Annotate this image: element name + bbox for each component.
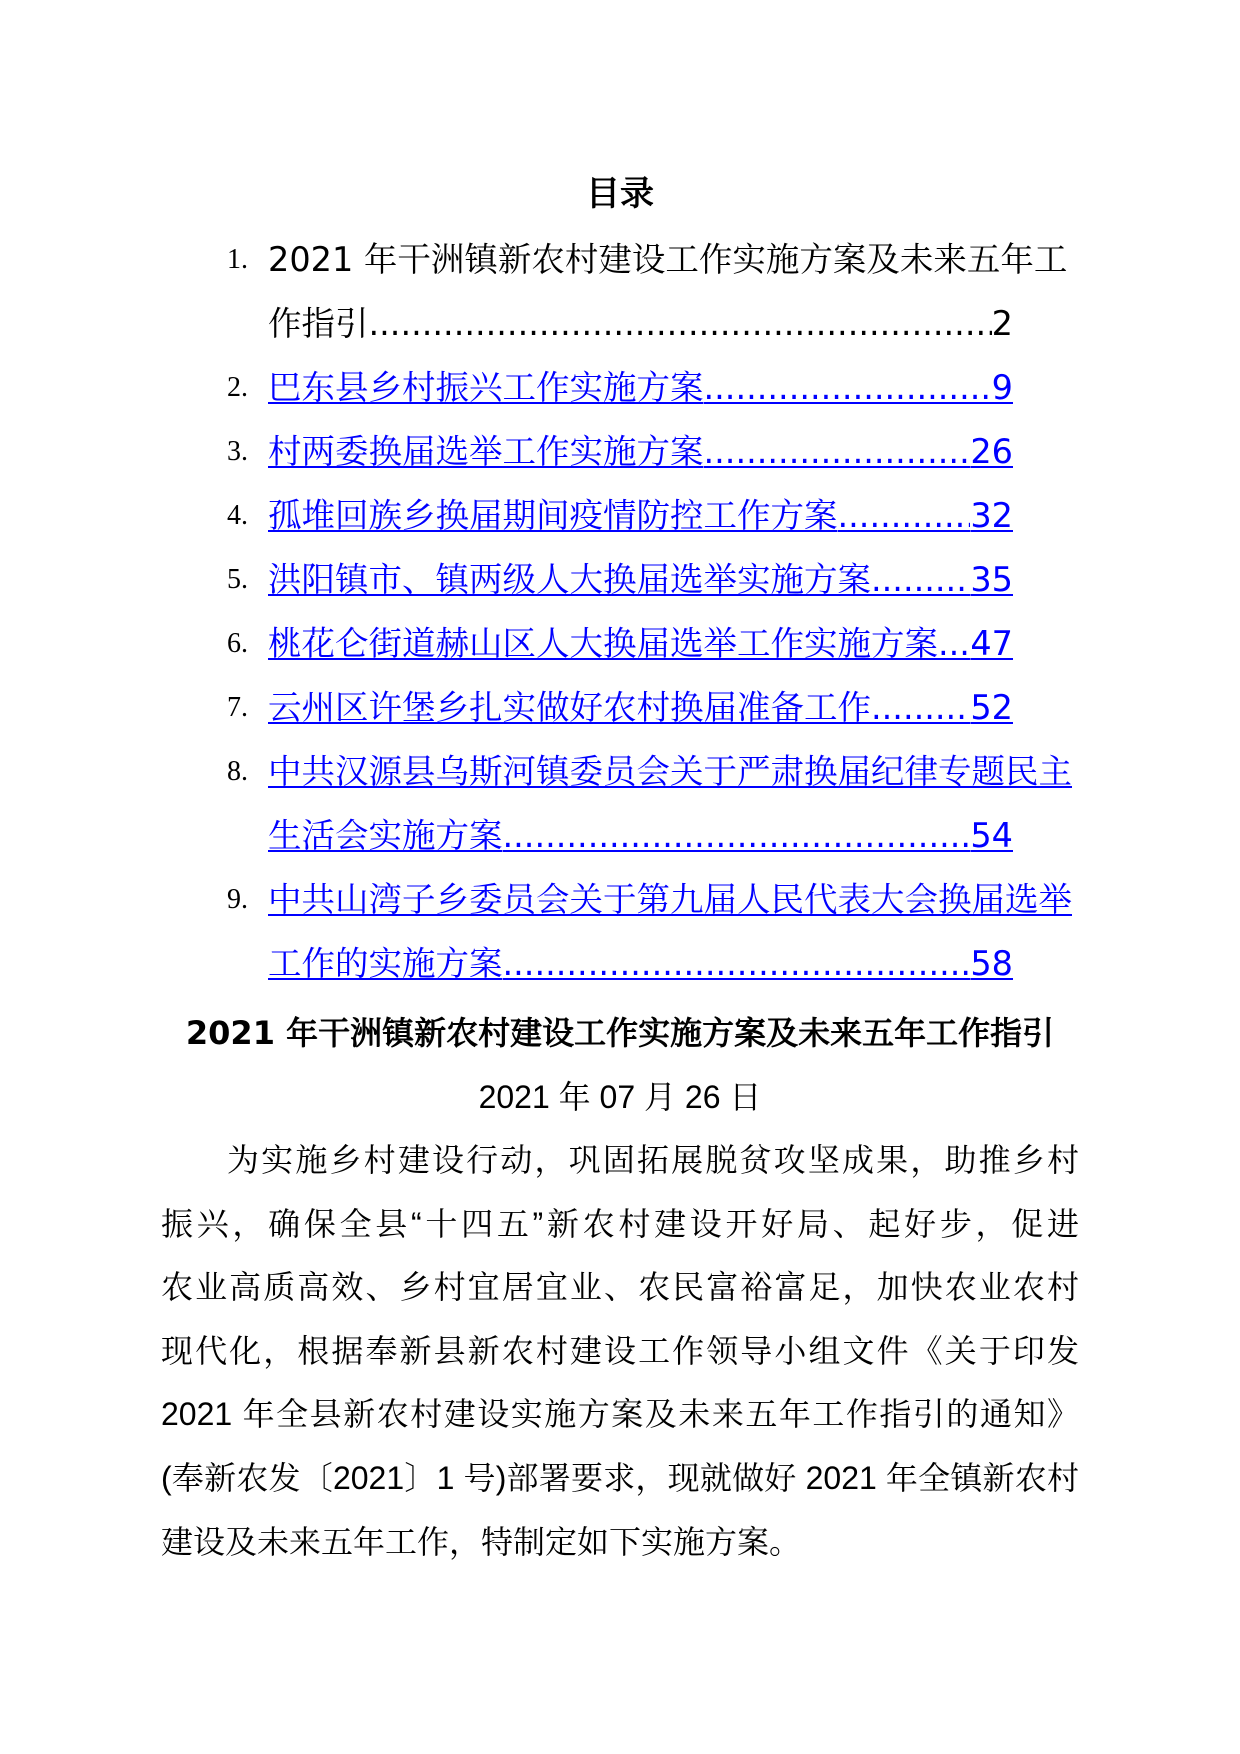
toc-line xyxy=(0,612,1240,676)
toc-entry-7 xyxy=(0,676,1240,740)
toc-entry-link[interactable] xyxy=(268,548,1013,612)
toc-entry-title[interactable]: 工作的实施方案 xyxy=(268,944,503,983)
toc-entry-link[interactable] xyxy=(268,356,1013,420)
toc-entry-5 xyxy=(0,548,1240,612)
toc-entry-title[interactable]: 云州区许堡乡扎实做好农村换届准备工作 xyxy=(268,688,871,727)
toc-entry-link[interactable] xyxy=(268,484,1013,548)
toc-line xyxy=(0,804,1240,868)
toc-entry-1 xyxy=(0,228,1240,356)
toc-page-number[interactable]: 52 xyxy=(970,688,1013,727)
article-title: 2021 年干洲镇新农村建设工作实施方案及未来五年工作指引 xyxy=(185,1014,1055,1052)
toc-entry-number: 7. xyxy=(227,692,248,723)
toc-line xyxy=(0,292,1240,356)
dot-leader[interactable] xyxy=(704,420,971,484)
toc-entry-4 xyxy=(0,484,1240,548)
toc-entry-title[interactable]: 巴东县乡村振兴工作实施方案 xyxy=(268,368,704,407)
toc-line xyxy=(0,676,1240,740)
toc-entry-number: 1. xyxy=(227,244,248,275)
dot-leader[interactable] xyxy=(503,804,971,868)
toc-line xyxy=(0,484,1240,548)
paragraph-line: 振兴，确保全县“十四五”新农村建设开好局、起好步，促进 xyxy=(161,1205,1079,1242)
toc-entry-number: 2. xyxy=(227,372,248,403)
toc-line xyxy=(0,740,1240,804)
body-paragraph xyxy=(161,1129,1079,1574)
toc-entry-link[interactable] xyxy=(268,676,1013,740)
toc-page-number: 2 xyxy=(991,304,1013,343)
toc-entry-title[interactable]: 洪阳镇市、镇两级人大换届选举实施方案 xyxy=(268,560,871,599)
paragraph-line: 建设及未来五年工作，特制定如下实施方案。 xyxy=(161,1523,802,1560)
toc-line xyxy=(0,420,1240,484)
paragraph-line: 农业高质高效、乡村宜居宜业、农民富裕富足，加快农业农村 xyxy=(161,1269,1079,1306)
toc-page-number[interactable]: 58 xyxy=(970,944,1013,983)
toc-entry-title[interactable]: 村两委换届选举工作实施方案 xyxy=(268,432,704,471)
paragraph-line: 2021 年全县新农村建设实施方案及未来五年工作指引的通知》 xyxy=(161,1396,1079,1433)
toc-page-number[interactable]: 35 xyxy=(970,560,1013,599)
toc-line xyxy=(0,932,1240,996)
toc-entry-number: 4. xyxy=(227,500,248,531)
toc-page-number[interactable]: 9 xyxy=(991,368,1013,407)
dot-leader[interactable] xyxy=(838,484,971,548)
toc-page-number[interactable]: 26 xyxy=(970,432,1013,471)
toc-line xyxy=(0,228,1240,292)
article-date: 2021 年 07 月 26 日 xyxy=(478,1079,762,1115)
toc-entry-title[interactable]: 生活会实施方案 xyxy=(268,816,503,855)
toc-entry-link[interactable] xyxy=(268,612,1013,676)
toc-entry-number: 9. xyxy=(227,884,248,915)
toc-line xyxy=(0,868,1240,932)
dot-leader[interactable] xyxy=(871,676,970,740)
toc-entry-9 xyxy=(0,868,1240,996)
toc-page-number[interactable]: 54 xyxy=(970,816,1013,855)
toc-entry-link[interactable] xyxy=(268,932,1013,996)
toc-entry-3 xyxy=(0,420,1240,484)
toc-entry-number: 8. xyxy=(227,756,248,787)
toc-page-number[interactable]: 47 xyxy=(970,624,1013,663)
toc-entry-title[interactable]: 桃花仑街道赫山区人大换届选举工作实施方案 xyxy=(268,624,938,663)
article xyxy=(0,1001,1240,1574)
toc-entry-8 xyxy=(0,740,1240,868)
toc-entry-title: 2021 年干洲镇新农村建设工作实施方案及未来五年工 xyxy=(268,240,1068,279)
dot-leader[interactable] xyxy=(704,356,992,420)
table-of-contents xyxy=(0,228,1240,996)
toc-entry-number: 5. xyxy=(227,564,248,595)
paragraph-line: 现代化，根据奉新县新农村建设工作领导小组文件《关于印发 xyxy=(161,1332,1079,1369)
toc-entry-link[interactable] xyxy=(268,420,1013,484)
toc-entry-link[interactable] xyxy=(268,804,1013,868)
dot-leader xyxy=(369,292,992,356)
dot-leader[interactable] xyxy=(503,932,971,996)
paragraph-line: 为实施乡村建设行动，巩固拓展脱贫攻坚成果，助推乡村 xyxy=(227,1142,1079,1178)
paragraph-line: (奉新农发〔2021〕1 号)部署要求，现就做好 2021 年全镇新农村 xyxy=(161,1459,1079,1496)
dot-leader[interactable] xyxy=(871,548,970,612)
toc-line xyxy=(0,548,1240,612)
toc-entry-title: 作指引 xyxy=(268,304,369,343)
toc-entry-2 xyxy=(0,356,1240,420)
toc-entry-6 xyxy=(0,612,1240,676)
toc-entry-number: 6. xyxy=(227,628,248,659)
toc-entry-number: 3. xyxy=(227,436,248,467)
dot-leader[interactable] xyxy=(938,612,970,676)
toc-line xyxy=(0,356,1240,420)
toc-entry-title[interactable]: 孤堆回族乡换届期间疫情防控工作方案 xyxy=(268,496,838,535)
toc-page-number[interactable]: 32 xyxy=(970,496,1013,535)
toc-entry-leader-row xyxy=(268,292,1013,356)
toc-entry-title-link[interactable]: 中共山湾子乡委员会关于第九届人民代表大会换届选举 xyxy=(268,880,1072,919)
toc-title: 目录 xyxy=(586,174,654,214)
toc-entry-title-link[interactable]: 中共汉源县乌斯河镇委员会关于严肃换届纪律专题民主 xyxy=(268,752,1072,791)
